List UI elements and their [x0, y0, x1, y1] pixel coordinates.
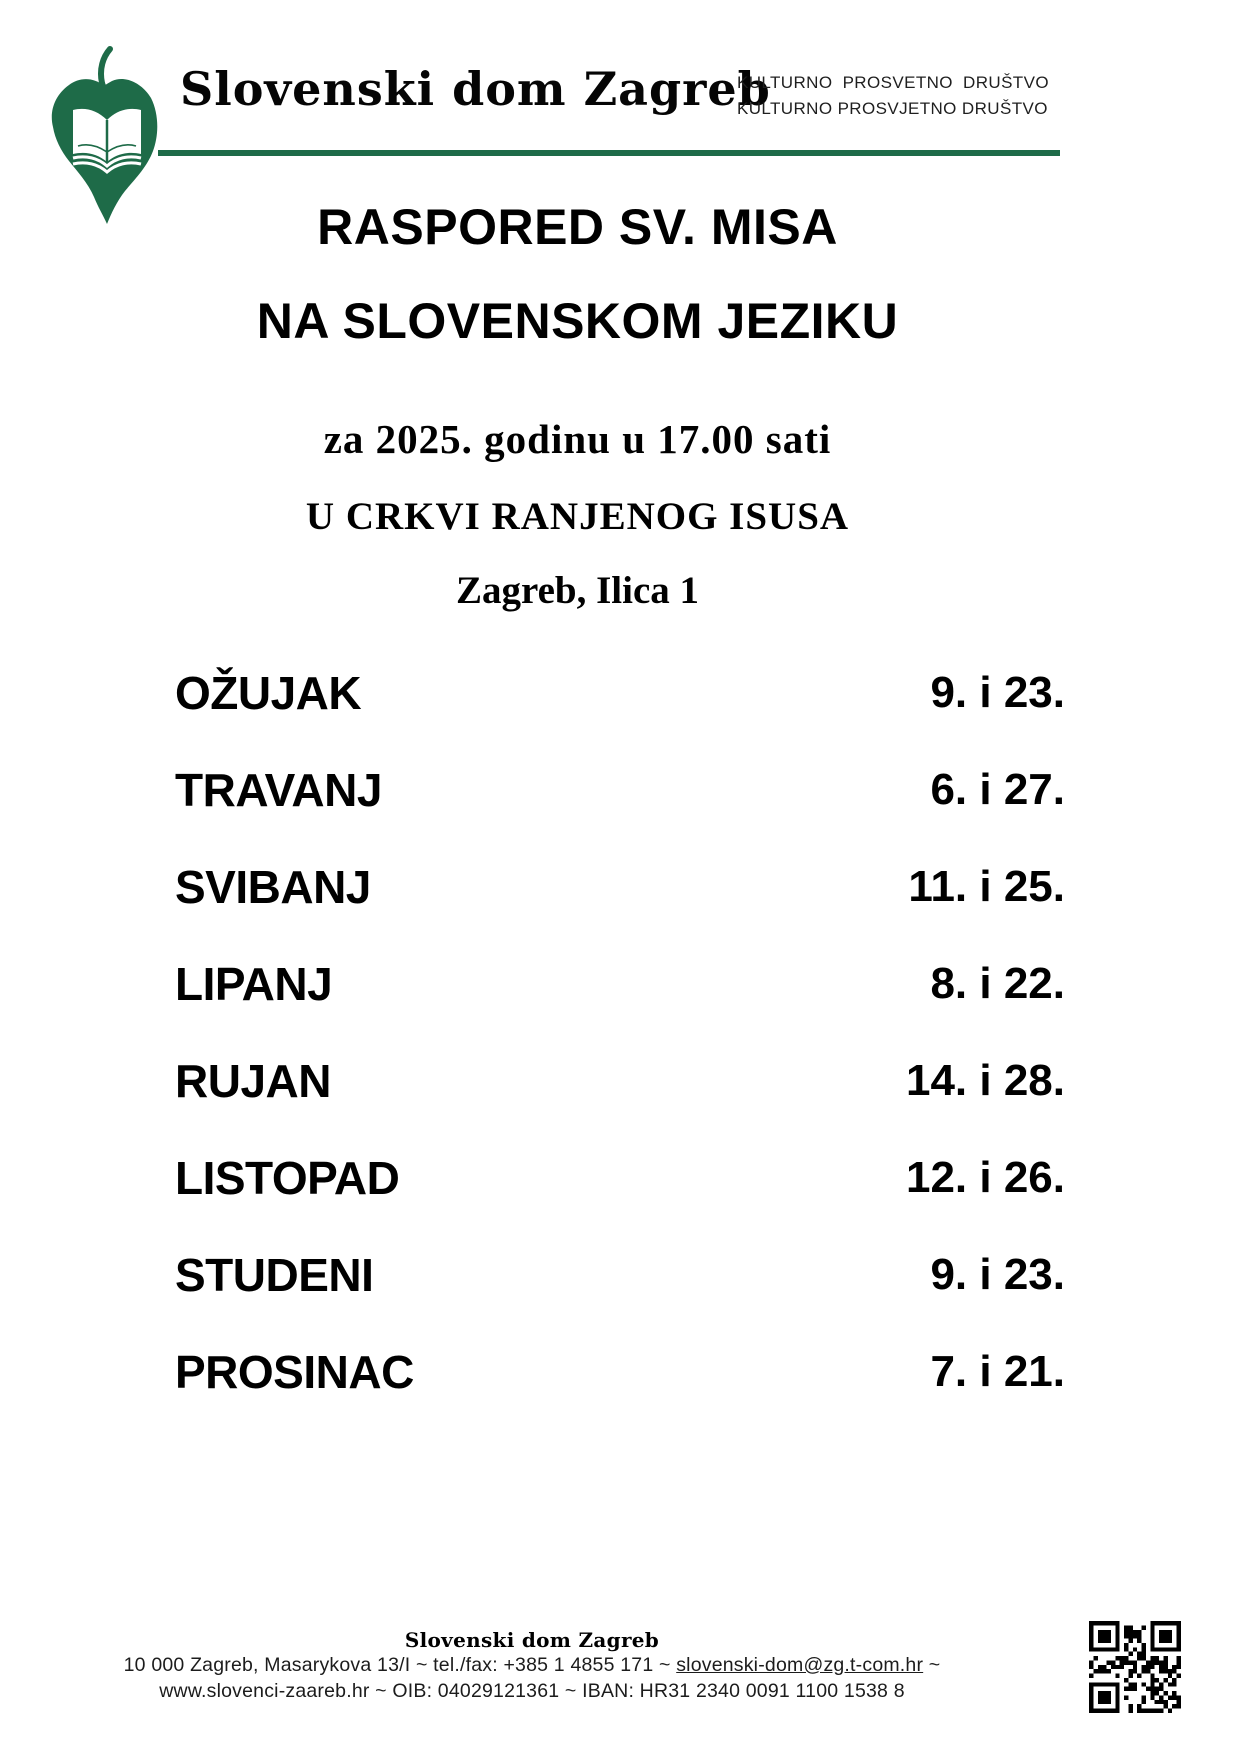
month-label: PROSINAC — [175, 1346, 414, 1398]
footer-address-suffix: ~ — [923, 1654, 941, 1676]
main-title-line2: NA SLOVENSKOM JEZIKU — [256, 293, 899, 349]
schedule-row — [175, 668, 1065, 765]
footer-ids-line: www.slovenci-zaareb.hr ~ OIB: 04029121361 ~ IBAN: HR31 2340 0091 1100 1538 8 — [159, 1680, 905, 1702]
qr-code-icon — [1089, 1621, 1181, 1713]
footer — [0, 1628, 1064, 1704]
mass-schedule-list — [175, 668, 1065, 1444]
dates-label: 9. i 23. — [930, 1250, 1065, 1299]
month-label: STUDENI — [175, 1249, 374, 1301]
month-label: TRAVANJ — [175, 764, 382, 816]
month-label: SVIBANJ — [175, 861, 371, 913]
dates-label: 8. i 22. — [930, 959, 1065, 1008]
society-line-2: KULTURNO PROSVJETNO DRUŠTVO — [737, 98, 1048, 118]
dates-label: 11. i 25. — [908, 862, 1065, 911]
org-name-title: Slovenski dom Zagreb — [180, 62, 771, 116]
dates-label: 6. i 27. — [930, 765, 1065, 814]
header-divider — [158, 150, 1060, 156]
dates-label: 14. i 28. — [905, 1056, 1065, 1105]
email-link[interactable]: slovenski-dom@zg.t-com.hr — [676, 1654, 924, 1676]
schedule-row — [175, 1153, 1065, 1250]
schedule-row — [175, 1347, 1065, 1444]
footer-address-text: 10 000 Zagreb, Masarykova 13/I ~ tel./fax: +385 1 4855 171 ~ — [123, 1654, 677, 1676]
schedule-row — [175, 862, 1065, 959]
month-label: RUJAN — [175, 1055, 331, 1107]
dates-label: 7. i 21. — [930, 1347, 1065, 1396]
main-title-line1: RASPORED SV. MISA — [317, 199, 838, 255]
society-line-1: KULTURNO PROSVETNO DRUŠTVO — [737, 73, 1049, 92]
month-label: LISTOPAD — [175, 1152, 400, 1204]
month-label: OŽUJAK — [175, 667, 362, 719]
schedule-row — [175, 959, 1065, 1056]
footer-org-name: Slovenski dom Zagreb — [404, 1628, 660, 1652]
address-line: Zagreb, Ilica 1 — [455, 569, 700, 612]
schedule-row — [175, 1250, 1065, 1347]
dates-label: 12. i 26. — [905, 1153, 1065, 1202]
dates-label: 9. i 23. — [930, 668, 1065, 717]
year-time-line: za 2025. godinu u 17.00 sati — [323, 416, 832, 462]
society-subtitle — [737, 70, 1049, 121]
schedule-row — [175, 765, 1065, 862]
schedule-row — [175, 1056, 1065, 1153]
church-line: U CRKVI RANJENOG ISUSA — [305, 495, 850, 538]
month-label: LIPANJ — [175, 958, 333, 1010]
footer-contact-line — [0, 1652, 1064, 1678]
